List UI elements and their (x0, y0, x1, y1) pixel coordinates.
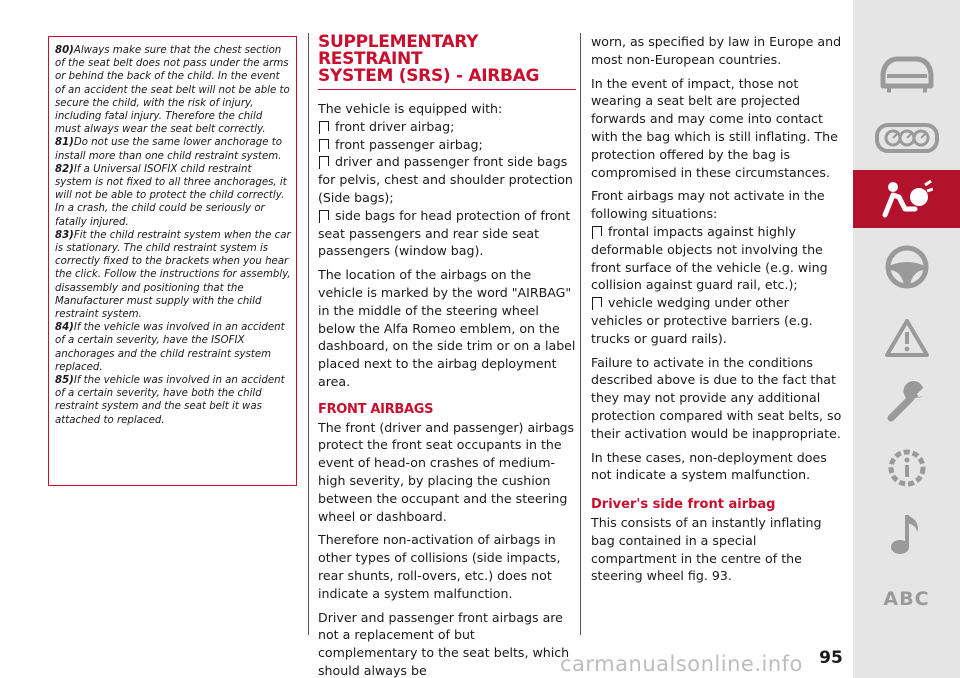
bullet-icon (319, 156, 329, 166)
sidebar-item-safety[interactable] (853, 170, 960, 228)
notes-box (48, 36, 297, 486)
list-item: front driver airbag; (318, 118, 576, 136)
sidebar-item-dashboard[interactable] (853, 112, 960, 164)
note-83: 83)Fit the child restraint system when the car is stationary. The child restraint system is correctly fixed to the brackets when you hear the click. Follow the instructions for assembly, disassembly and positioning that the Manufacturer must supply with the child restraint system. (55, 229, 291, 321)
location-paragraph: The location of the airbags on the vehicle is marked by the word "AIRBAG" in the middle of the steering wheel below the Alfa Romeo emblem, on the dashboard, on the side trim or on a label placed next to the airbag deployment area. (318, 267, 576, 389)
right-paragraph-2: In the event of impact, those not wearing a seat belt are projected forwards and may come into contact with the bag which is still inflating. The protection offered by the bag is compromised in these circumstances. (591, 75, 838, 180)
sidebar-item-car[interactable] (853, 44, 960, 104)
front-airbags-heading: FRONT AIRBAGS (318, 401, 434, 417)
info-gear-icon (884, 445, 930, 491)
right-paragraph-1: worn, as specified by law in Europe and most non-European countries. (591, 34, 842, 67)
seat-airbag-icon (881, 179, 933, 219)
intro-text: The vehicle is equipped with: (318, 101, 503, 116)
front-paragraph-1: The front (driver and passenger) airbags protect the front seat occupants in the event of head-on crashes of medium-high severity, by placing the cushion between the occupant and the steering wheel or dashboard. (318, 419, 575, 524)
sidebar-item-emergency[interactable] (853, 310, 960, 366)
wrench-icon (885, 380, 929, 424)
watermark: carmanualsonline.info (560, 652, 803, 676)
driver-airbag-heading: Driver's side front airbag (591, 497, 776, 513)
bullet-icon (592, 226, 602, 236)
sidebar-item-technical-data[interactable] (853, 440, 960, 496)
list-item: frontal impacts against highly deformable objects not involving the front surface of the vehicle (e.g. wing collision against guard rail, etc.); (591, 223, 828, 293)
abc-label: ABC (883, 588, 930, 610)
dashboard-gauges-icon (875, 122, 939, 154)
list-item: vehicle wedging under other vehicles or protective barriers (e.g. trucks or guard rails). (591, 295, 813, 346)
section-title: SUPPLEMENTARY RESTRAINT SYSTEM (SRS) - AIRBAG (318, 34, 576, 90)
driver-paragraph: This consists of an instantly inflating bag contained in a special compartment in the centre of the steering wheel fig. 93. (591, 514, 822, 584)
bullet-icon (319, 121, 329, 131)
list-item: front passenger airbag; (318, 136, 576, 154)
note-82: 82)If a Universal ISOFIX child restraint system is not fixed to all three anchorages, it will not be able to protect the child correctly. In a crash, the child could be seriously or fatally injured. (55, 163, 287, 228)
note-81: 81)Do not use the same lower anchorage to install more than one child restraint system. (55, 137, 283, 162)
bullet-icon (319, 139, 329, 149)
warning-triangle-icon (884, 317, 930, 359)
right-column (591, 33, 843, 591)
list-item: driver and passenger front side bags for pelvis, chest and shoulder protection (Side bags); (318, 154, 573, 205)
note-84: 84)If the vehicle was involved in an accident of a certain severity, have the ISOFIX anchorages and the child restraint system replaced. (55, 322, 285, 373)
column-divider-left (308, 33, 309, 635)
middle-column (318, 33, 576, 678)
page-number: 95 (819, 648, 843, 668)
front-paragraph-2: Therefore non-activation of airbags in other types of collisions (side impacts, rear shunts, roll-overs, etc.) does not indicate a system malfunction. (318, 532, 561, 601)
sidebar-item-multimedia[interactable] (853, 506, 960, 562)
sidebar-item-index[interactable] (853, 584, 960, 614)
note-85: 85)If the vehicle was involved in an accident of a certain severity, have both the child restraint system and the seat belt it was attached to replaced. (55, 375, 285, 426)
chapter-sidebar (853, 0, 960, 678)
sidebar-item-driving[interactable] (853, 238, 960, 296)
car-icon (877, 52, 937, 96)
right-paragraph-3: Front airbags may not activate in the following situations: (591, 188, 825, 222)
right-paragraph-4: Failure to activate in the conditions described above is due to the fact that they may not provide any additional protection compared with seat belts, so their activation would be inappropriate. (591, 354, 842, 441)
right-paragraph-5: In these cases, non-deployment does not indicate a system malfunction. (591, 449, 827, 483)
note-80: 80)Always make sure that the chest section of the seat belt does not pass under the arms or behind the back of the child. In the event of an accident the seat belt will not be able to secure the child, with the risk of injury, including fatal injury. Therefore the child must always wear the seat belt correctly. (55, 45, 290, 136)
steering-wheel-icon (884, 244, 930, 290)
sidebar-item-maintenance[interactable] (853, 374, 960, 430)
front-paragraph-3: Driver and passenger front airbags are not a replacement of but complementary to the seat belts, which should always be (318, 609, 570, 678)
music-note-icon (887, 511, 927, 557)
bullet-icon (319, 210, 329, 220)
list-item: side bags for head protection of front seat passengers and rear side seat passengers (window bag). (318, 207, 571, 259)
bullet-icon (592, 297, 602, 307)
column-divider-right (580, 33, 581, 635)
